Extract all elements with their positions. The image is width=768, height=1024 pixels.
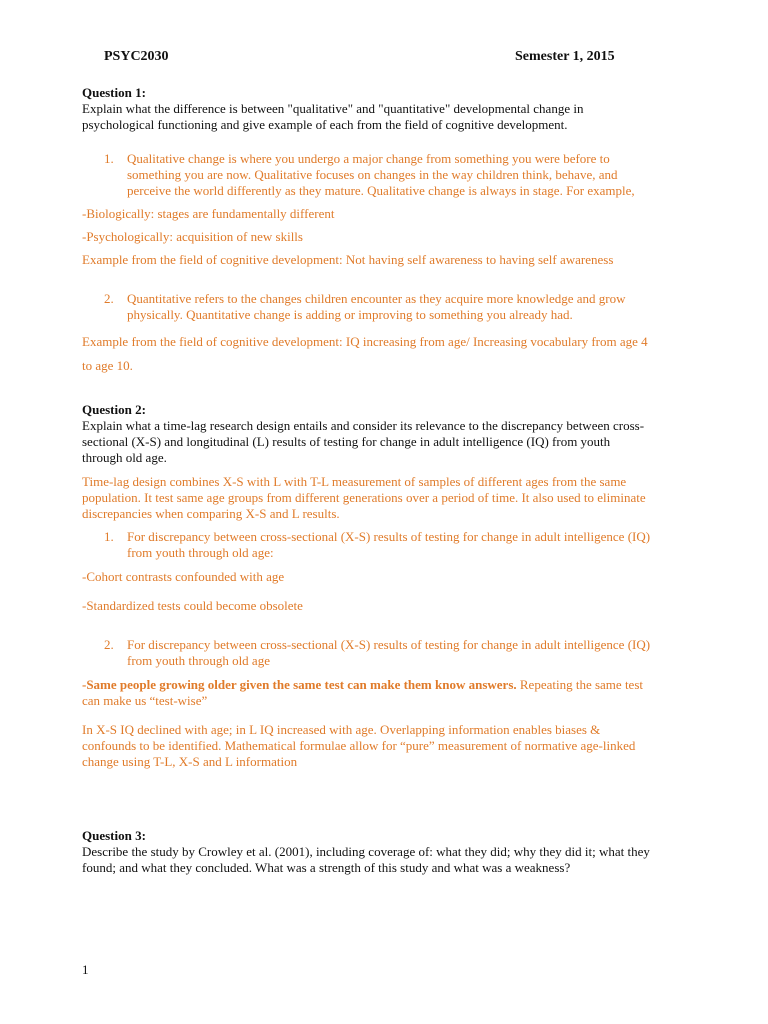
prompt-line: through old age. [82, 450, 167, 465]
answer-text: Repeating the same test [516, 677, 643, 692]
q2-answer-intro [82, 474, 646, 522]
answer-line: population. It test same age groups from different generations over a period of time. It also used to eliminate [82, 490, 646, 505]
answer-line: For discrepancy between cross-sectional (X-S) results of testing for change in adult intelligence (IQ) [127, 529, 651, 544]
answer-line: from youth through old age [127, 653, 270, 668]
prompt-line: sectional (X-S) and longitudinal (L) results of testing for change in adult intelligence (IQ) from youth [82, 434, 611, 449]
course-code: PSYC2030 [104, 49, 169, 64]
question-1-prompt [82, 101, 583, 133]
prompt-line: Explain what the difference is between "qualitative" and "quantitative" developmental change in [82, 101, 584, 116]
psychological-note: -Psychologically: acquisition of new skills [82, 229, 303, 244]
answer-line: can make us “test-wise” [82, 693, 208, 708]
answer-line: something you are now. Qualitative focuses on changes in the way children think, behave, and [127, 167, 618, 182]
q2-list-item-2 [104, 637, 704, 671]
answer-line: to age 10. [82, 358, 133, 373]
answer-line: change using T-L, X-S and L information [82, 754, 298, 769]
answer-line: Time-lag design combines X-S with L with T-L measurement of samples of different ages from the same [82, 474, 627, 489]
answer-line [82, 677, 702, 693]
list-number: 2. [104, 637, 114, 652]
prompt-line: Explain what a time-lag research design entails and consider its relevance to the discrepancy between cross- [82, 418, 645, 433]
test-wise-note [82, 677, 702, 709]
q1-list-item-2 [104, 291, 704, 325]
standardized-note: -Standardized tests could become obsolete [82, 598, 303, 613]
list-number: 1. [104, 151, 114, 166]
answer-line: Example from the field of cognitive development: IQ increasing from age/ Increasing vocabulary from age 4 [82, 334, 648, 349]
answer-line: Qualitative change is where you undergo a major change from something you were before to [127, 151, 610, 166]
prompt-line: Describe the study by Crowley et al. (2001), including coverage of: what they did; why they did it; what they [82, 844, 650, 859]
page-number: 1 [82, 962, 89, 977]
answer-line: For discrepancy between cross-sectional (X-S) results of testing for change in adult intelligence (IQ) [127, 637, 651, 652]
answer-line: from youth through old age: [127, 545, 274, 560]
q2-conclusion [82, 722, 635, 770]
q1-list-item-1 [104, 151, 704, 201]
semester-label: Semester 1, 2015 [515, 49, 615, 64]
question-1-title: Question 1: [82, 85, 146, 100]
question-2-prompt [82, 418, 644, 466]
answer-line: In X-S IQ declined with age; in L IQ increased with age. Overlapping information enables biases & [82, 722, 601, 737]
q1-example-2 [82, 330, 648, 378]
prompt-line: found; and what they concluded. What was a strength of this study and what was a weakness? [82, 860, 571, 875]
question-3-prompt [82, 844, 650, 876]
answer-line: discrepancies when comparing X-S and L results. [82, 506, 340, 521]
answer-line: Quantitative refers to the changes children encounter as they acquire more knowledge and grow [127, 291, 626, 306]
prompt-line: psychological functioning and give example of each from the field of cognitive development. [82, 117, 568, 132]
answer-line: physically. Quantitative change is adding or improving to something you already had. [127, 307, 573, 322]
biological-note: -Biologically: stages are fundamentally different [82, 206, 335, 221]
answer-line: confounds to be identified. Mathematical formulae allow for “pure” measurement of normative age-linked [82, 738, 636, 753]
answer-line: perceive the world differently as they mature. Qualitative change is always in stage. For example, [127, 183, 635, 198]
question-3-title: Question 3: [82, 828, 146, 843]
question-2-title: Question 2: [82, 402, 146, 417]
q2-list-item-1 [104, 529, 704, 563]
cohort-note: -Cohort contrasts confounded with age [82, 569, 285, 584]
list-number: 2. [104, 291, 114, 306]
q1-example-1: Example from the field of cognitive development: Not having self awareness to having self awareness [82, 252, 614, 267]
list-number: 1. [104, 529, 114, 544]
bold-statement: -Same people growing older given the same test can make them know answers. [82, 677, 517, 692]
